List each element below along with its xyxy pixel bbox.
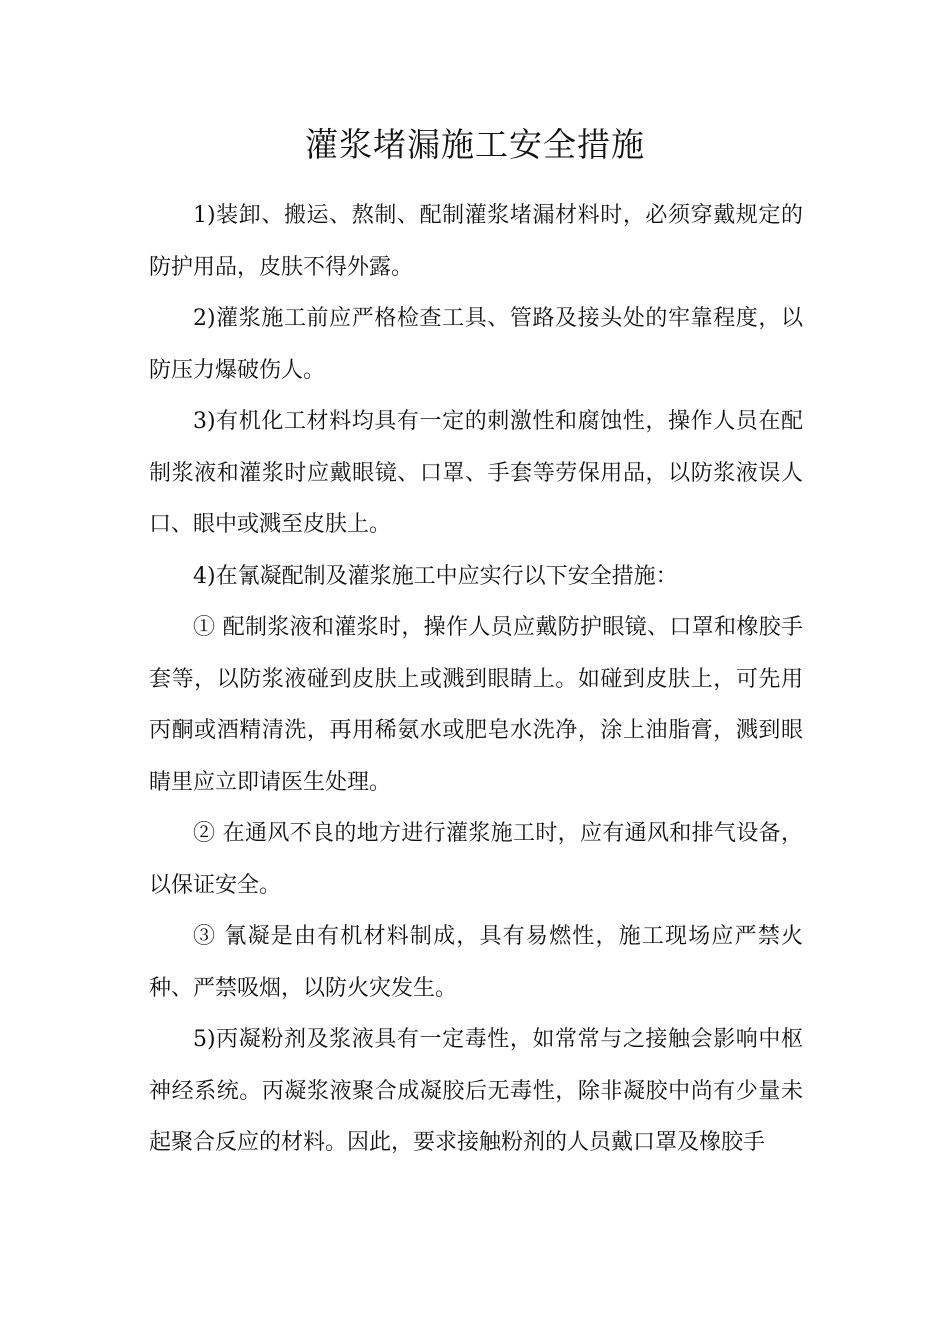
document-title: 灌浆堵漏施工安全措施 [305,125,645,164]
paragraph-2: 2)灌浆施工前应严格检查工具、管路及接头处的牢靠程度，以防压力爆破伤人。 [149,306,803,383]
paragraph-4-item-3: ③ 氰凝是由有机材料制成，具有易燃性，施工现场应严禁火种、严禁吸烟，以防火灾发生。 [149,924,803,1001]
paragraph-1: 1)装卸、搬运、熬制、配制灌浆堵漏材料时，必须穿戴规定的防护用品，皮肤不得外露。 [149,203,803,280]
document-body [149,190,803,1169]
paragraph-5: 5)丙凝粉剂及浆液具有一定毒性，如常常与之接触会影响中枢神经系统。丙凝浆液聚合成凝胶后无毒性，除非凝胶中尚有少量未起聚合反应的材料。因此，要求接触粉剂的人员戴口罩及橡胶手 [149,1027,803,1155]
paragraph-3: 3)有机化工材料均具有一定的刺激性和腐蚀性，操作人员在配制浆液和灌浆时应戴眼镜、口罩、手套等劳保用品，以防浆液误人口、眼中或溅至皮肤上。 [149,409,803,537]
paragraph-4: 4)在氰凝配制及灌浆施工中应实行以下安全措施： [193,563,678,589]
paragraph-4-item-2: ② 在通风不良的地方进行灌浆施工时，应有通风和排气设备，以保证安全。 [149,821,803,898]
paragraph-4-item-1: ① 配制浆液和灌浆时，操作人员应戴防护眼镜、口罩和橡胶手套等，以防浆液碰到皮肤上或溅到眼睛上。如碰到皮肤上，可先用丙酮或酒精清洗，再用稀氨水或肥皂水洗净，涂上油脂膏，溅到眼睛里应立即请医生处理。 [149,615,803,795]
